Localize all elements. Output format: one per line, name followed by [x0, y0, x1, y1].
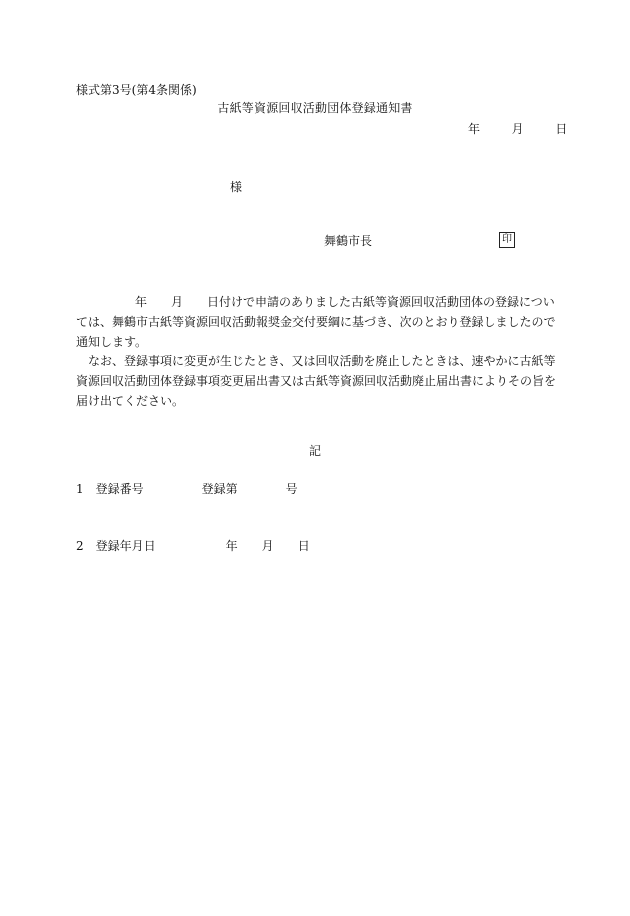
- body-year: 年: [135, 295, 148, 309]
- item1-prefix: 登録第: [201, 482, 238, 496]
- sender-name: 舞鶴市長: [324, 234, 373, 248]
- body-month: 月: [171, 295, 184, 309]
- notice-body: [76, 293, 556, 412]
- item2-day: 日: [297, 539, 310, 553]
- issue-date-day: 日: [555, 122, 568, 136]
- body-line-4: [76, 352, 556, 372]
- addressee-honorific: 様: [230, 180, 243, 194]
- body-line-5: 資源回収活動団体登録事項変更届出書又は古紙等資源回収活動廃止届出書によりその旨を: [76, 374, 557, 389]
- body-line-6: 届け出てください。: [76, 393, 185, 408]
- body-line-2: ては、舞鶴市古紙等資源回収活動報奨金交付要綱に基づき、次のとおり登録しましたので: [76, 314, 556, 329]
- form-number: 様式第3号(第4条関係): [76, 83, 197, 97]
- body-line-1: [76, 293, 556, 313]
- record-item-registration-date: [76, 540, 310, 552]
- item1-number: 1: [76, 482, 84, 496]
- body-line-4-text: なお、登録事項に変更が生じたとき、又は回収活動を廃止したときは、速やかに古紙等: [88, 354, 556, 369]
- item1-suffix: 号: [285, 482, 298, 496]
- issue-date-month: 月: [511, 122, 524, 136]
- item2-month: 月: [261, 539, 274, 553]
- body-line-3: 通知します。: [76, 334, 148, 349]
- record-item-registration-number: [76, 483, 298, 495]
- record-heading: 記: [308, 444, 321, 458]
- seal-mark: 印: [499, 232, 515, 248]
- issue-date-year: 年: [468, 122, 481, 136]
- body-line-1-text: 日付けで申請のありました古紙等資源回収活動団体の登録につい: [207, 295, 555, 309]
- item2-label: 登録年月日: [95, 539, 156, 553]
- item2-year: 年: [225, 539, 238, 553]
- document-title: 古紙等資源回収活動団体登録通知書: [217, 101, 413, 115]
- item1-label: 登録番号: [95, 482, 144, 496]
- issue-date: [468, 123, 567, 135]
- item2-number: 2: [76, 539, 84, 553]
